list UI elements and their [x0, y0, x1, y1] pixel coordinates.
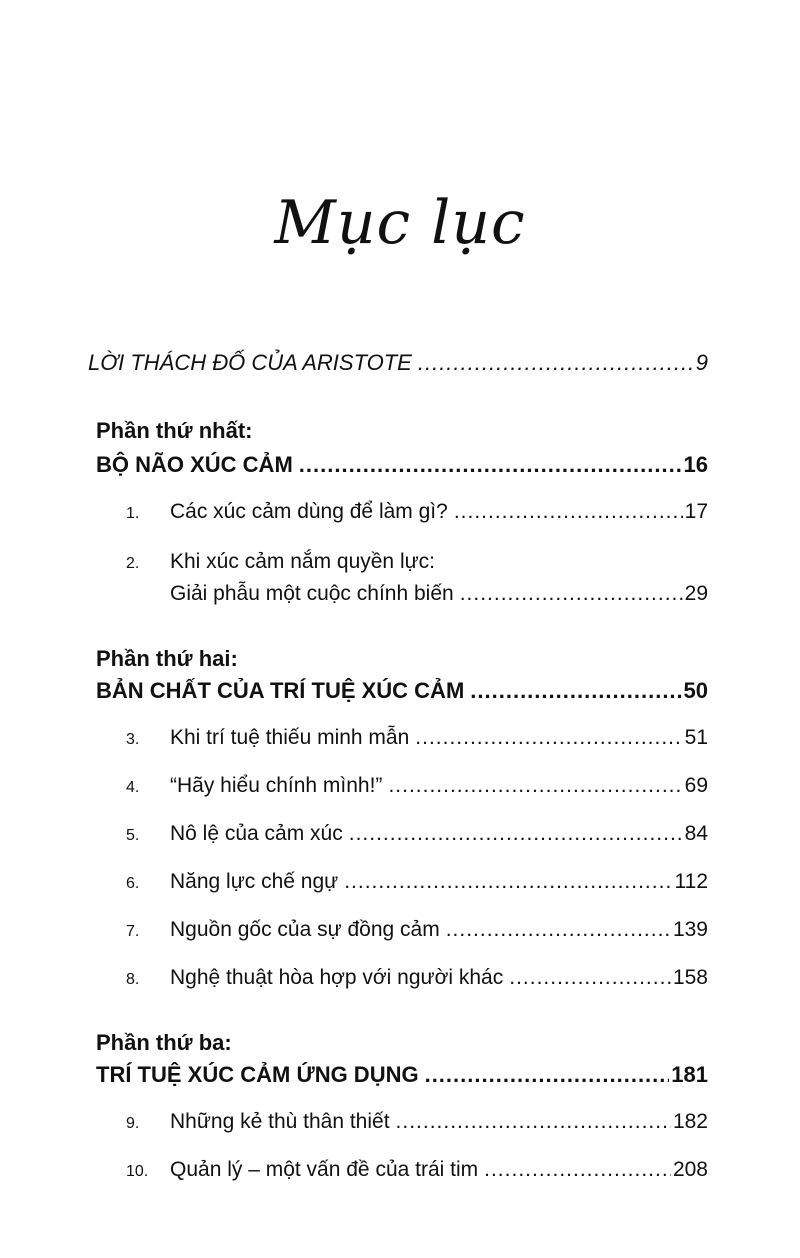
- part-label: Phần thứ ba:: [96, 1030, 232, 1055]
- chapter-title: Khi trí tuệ thiếu minh mẫn: [170, 726, 410, 749]
- dot-leader: [418, 350, 694, 376]
- chapter-number: 8.: [126, 971, 140, 988]
- page-number: 181: [671, 1062, 708, 1087]
- chapter-title: Nô lệ của cảm xúc: [170, 822, 343, 845]
- page-number: 182: [672, 1110, 708, 1133]
- chapter-title: Quản lý – một vấn đề của trái tim: [170, 1158, 479, 1181]
- part-title: TRÍ TUỆ XÚC CẢM ỨNG DỤNG: [96, 1062, 419, 1087]
- page-number: 51: [684, 726, 708, 749]
- part-title: BẢN CHẤT CỦA TRÍ TUỆ XÚC CẢM: [96, 678, 465, 703]
- toc-entry-chapter-1[interactable]: [126, 500, 708, 524]
- dot-leader: [454, 500, 683, 524]
- chapter-title: Những kẻ thù thân thiết: [170, 1110, 390, 1133]
- chapter-number: 1.: [126, 505, 140, 522]
- dot-leader: [388, 774, 682, 798]
- dot-leader: [425, 1062, 670, 1088]
- chapter-number: 6.: [126, 875, 140, 892]
- dot-leader: [460, 582, 683, 606]
- page-number: 9: [695, 350, 708, 375]
- chapter-title: “Hãy hiểu chính mình!”: [170, 774, 383, 797]
- toc-entry-chapter-7[interactable]: [126, 918, 708, 942]
- dot-leader: [299, 452, 682, 478]
- toc-entry-chapter-6[interactable]: [126, 870, 708, 894]
- dot-leader: [344, 870, 672, 894]
- dot-leader: [415, 726, 682, 750]
- page-number: 16: [683, 452, 708, 477]
- toc-entry-part-1[interactable]: [96, 452, 708, 478]
- chapter-number: 10.: [126, 1163, 149, 1180]
- chapter-number: 2.: [126, 555, 140, 572]
- part-label: Phần thứ hai:: [96, 646, 238, 671]
- toc-entry-chapter-2-line-1[interactable]: [126, 550, 435, 574]
- page-title: Mục lục: [274, 188, 526, 258]
- chapter-title: Nghệ thuật hòa hợp với người khác: [170, 966, 504, 989]
- entry-title: LỜI THÁCH ĐỐ CỦA ARISTOTE: [88, 350, 412, 375]
- chapter-title: Khi xúc cảm nắm quyền lực:: [170, 550, 436, 573]
- toc-entry-chapter-2-line-2[interactable]: [170, 582, 708, 606]
- dot-leader: [509, 966, 671, 990]
- dot-leader: [484, 1158, 671, 1182]
- chapter-title: Năng lực chế ngự: [170, 870, 339, 893]
- dot-leader: [470, 678, 681, 704]
- toc-entry-chapter-3[interactable]: [126, 726, 708, 750]
- page-number: 29: [684, 582, 708, 605]
- toc-entry-part-2[interactable]: [96, 678, 708, 704]
- chapter-number: 3.: [126, 731, 140, 748]
- page-number: 139: [672, 918, 708, 941]
- part-label: Phần thứ nhất:: [96, 418, 253, 443]
- chapter-number: 4.: [126, 779, 140, 796]
- toc-entry-chapter-4[interactable]: [126, 774, 708, 798]
- page-number: 208: [672, 1158, 708, 1181]
- dot-leader: [349, 822, 683, 846]
- toc-entry-chapter-5[interactable]: [126, 822, 708, 846]
- toc-entry-chapter-10[interactable]: [126, 1158, 708, 1182]
- dot-leader: [396, 1110, 671, 1134]
- chapter-title-continued: Giải phẫu một cuộc chính biến: [170, 582, 454, 605]
- chapter-number: 9.: [126, 1115, 140, 1132]
- toc-entry-intro[interactable]: [88, 350, 708, 376]
- page-number: 50: [683, 678, 708, 703]
- toc-entry-chapter-9[interactable]: [126, 1110, 708, 1134]
- chapter-title: Nguồn gốc của sự đồng cảm: [170, 918, 440, 941]
- page-number: 69: [684, 774, 708, 797]
- part-title: BỘ NÃO XÚC CẢM: [96, 452, 293, 477]
- toc-entry-chapter-8[interactable]: [126, 966, 708, 990]
- chapter-number: 7.: [126, 923, 140, 940]
- dot-leader: [446, 918, 671, 942]
- page-number: 17: [684, 500, 708, 523]
- page-number: 158: [672, 966, 708, 989]
- chapter-title: Các xúc cảm dùng để làm gì?: [170, 500, 448, 523]
- page-number: 112: [674, 870, 708, 893]
- page-number: 84: [684, 822, 708, 845]
- toc-entry-part-3[interactable]: [96, 1062, 708, 1088]
- chapter-number: 5.: [126, 827, 140, 844]
